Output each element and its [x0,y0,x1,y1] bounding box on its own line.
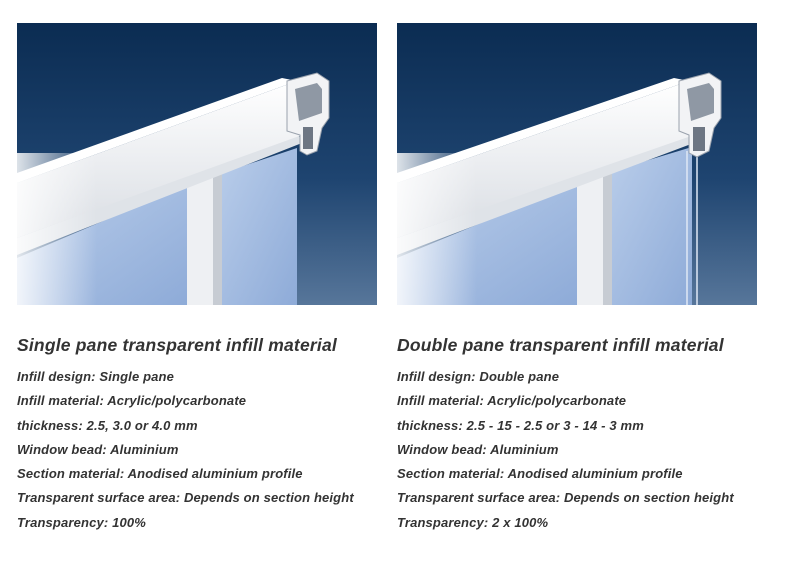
spec-window-bead: Window bead: Aluminium [17,441,179,457]
spec-infill-material: Infill material: Acrylic/polycarbonate [397,393,627,409]
spec-transparency: Transparency: 100% [17,514,146,530]
spec-thickness: thickness: 2.5 - 15 - 2.5 or 3 - 14 - 3 mm [397,417,644,433]
spec-infill-design: Infill design: Double pane [397,369,560,384]
spec-infill-design: Infill design: Single pane [17,369,175,384]
double-pane-title: Double pane transparent infill material [397,335,724,355]
spec-section-material: Section material: Anodised aluminium profile [397,466,683,482]
single-pane-profile-photo [17,23,377,305]
single-pane-spec-list [17,367,354,537]
double-pane-image [397,23,757,305]
single-pane-image [17,23,377,305]
spec-section-material: Section material: Anodised aluminium profile [17,466,303,482]
spec-transparent-surface-area: Transparent surface area: Depends on section height [397,490,734,506]
double-pane-spec-list [397,367,734,537]
single-pane-title: Single pane transparent infill material [17,335,337,355]
spec-transparent-surface-area: Transparent surface area: Depends on section height [17,490,354,506]
double-pane-profile-photo [397,23,757,305]
spec-transparency: Transparency: 2 x 100% [397,514,549,530]
spec-thickness: thickness: 2.5, 3.0 or 4.0 mm [17,417,198,433]
spec-infill-material: Infill material: Acrylic/polycarbonate [17,393,247,409]
spec-window-bead: Window bead: Aluminium [397,441,559,457]
